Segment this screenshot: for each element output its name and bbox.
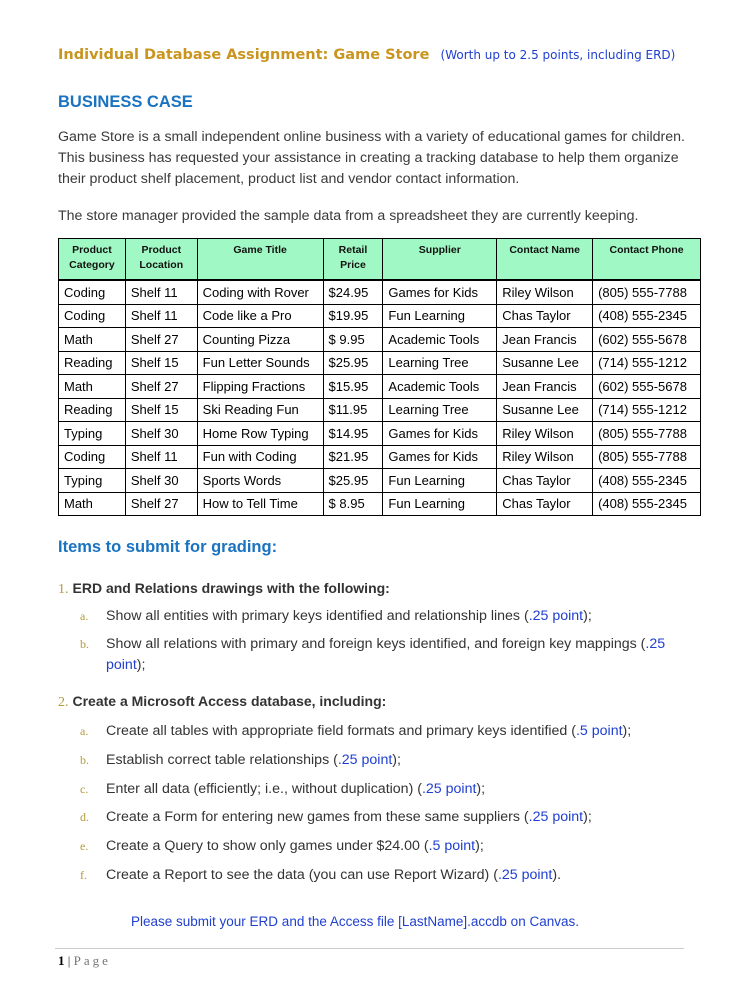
table-row — [59, 398, 701, 422]
table-cell: $25.95 — [323, 469, 383, 493]
list-item — [80, 779, 690, 800]
section-2-heading — [58, 693, 386, 711]
table-cell: Chas Taylor — [497, 492, 593, 516]
table-row — [59, 280, 701, 304]
table-cell: Coding — [59, 445, 126, 469]
list-item — [80, 750, 690, 771]
sample-data-intro: The store manager provided the sample data from a spreadsheet they are currently keeping. — [58, 208, 639, 224]
sample-data-table — [58, 238, 701, 516]
column-header: Product Location — [125, 239, 197, 281]
table-cell: Math — [59, 328, 126, 352]
table-cell: (805) 555-7788 — [593, 280, 701, 304]
section-title: ERD and Relations drawings with the following: — [72, 580, 390, 596]
item-text — [106, 750, 690, 771]
item-description: Establish correct table relationships ( — [106, 752, 338, 768]
table-cell: (408) 555-2345 — [593, 492, 701, 516]
business-case-paragraph: Game Store is a small independent online business with a variety of educational games for children. This business has requested your assistance in creating a tracking database to help them organize their product shelf placement, product list and vendor contact information. — [58, 129, 685, 187]
item-suffix: ); — [392, 752, 401, 768]
item-letter: a. — [80, 724, 89, 738]
table-cell: Reading — [59, 351, 126, 375]
table-cell: Learning Tree — [383, 398, 497, 422]
item-letter: c. — [80, 782, 89, 796]
page-label: Page — [73, 953, 111, 968]
table-cell: Flipping Fractions — [197, 375, 323, 399]
section-number: 2. — [58, 695, 69, 710]
item-suffix: ); — [583, 809, 592, 825]
table-cell: (805) 555-7788 — [593, 445, 701, 469]
table-cell: Coding — [59, 280, 126, 304]
item-suffix: ); — [136, 657, 146, 673]
table-cell: Fun Learning — [383, 469, 497, 493]
table-row — [59, 328, 701, 352]
item-text — [106, 721, 690, 742]
table-cell: Riley Wilson — [497, 280, 593, 304]
column-header: Retail Price — [323, 239, 383, 281]
table-row — [59, 445, 701, 469]
list-item — [80, 865, 690, 886]
table-cell: Jean Francis — [497, 328, 593, 352]
table-row — [59, 304, 701, 328]
table-cell: Typing — [59, 469, 126, 493]
column-header: Supplier — [383, 239, 497, 281]
table-cell: Fun Learning — [383, 304, 497, 328]
item-letter: f. — [80, 868, 87, 882]
column-header: Contact Name — [497, 239, 593, 281]
list-item — [80, 634, 690, 676]
table-cell: Learning Tree — [383, 351, 497, 375]
table-cell: Shelf 11 — [125, 280, 197, 304]
table-cell: Home Row Typing — [197, 422, 323, 446]
table-cell: Math — [59, 492, 126, 516]
table-cell: Riley Wilson — [497, 422, 593, 446]
section-1-heading — [58, 580, 390, 598]
table-row — [59, 351, 701, 375]
table-cell: Academic Tools — [383, 375, 497, 399]
item-text — [106, 807, 690, 828]
title-subtitle: (Worth up to 2.5 points, including ERD) — [440, 48, 676, 62]
table-cell: $ 9.95 — [323, 328, 383, 352]
table-cell: $21.95 — [323, 445, 383, 469]
item-points: .5 point — [428, 838, 476, 854]
page-separator: | — [67, 953, 71, 968]
item-points: .25 point — [528, 809, 584, 825]
list-item — [80, 721, 690, 742]
item-points: .25 point — [497, 867, 553, 883]
list-item — [80, 606, 690, 627]
table-cell: Susanne Lee — [497, 398, 593, 422]
table-cell: Sports Words — [197, 469, 323, 493]
item-points: .25 point — [421, 781, 477, 797]
table-cell: How to Tell Time — [197, 492, 323, 516]
item-letter: b. — [80, 753, 89, 767]
item-description: Show all relations with primary and foreign keys identified, and foreign key mappings ( — [106, 636, 646, 652]
item-description: Create a Form for entering new games from these same suppliers ( — [106, 809, 529, 825]
table-cell: Riley Wilson — [497, 445, 593, 469]
item-description: Enter all data (efficiently; i.e., without duplication) ( — [106, 781, 422, 797]
item-description: Create a Query to show only games under $24.00 ( — [106, 838, 429, 854]
table-cell: $ 8.95 — [323, 492, 383, 516]
item-suffix: ); — [475, 838, 484, 854]
table-cell: $15.95 — [323, 375, 383, 399]
table-cell: $19.95 — [323, 304, 383, 328]
table-cell: Games for Kids — [383, 445, 497, 469]
table-cell: $11.95 — [323, 398, 383, 422]
table-cell: (805) 555-7788 — [593, 422, 701, 446]
table-cell: $24.95 — [323, 280, 383, 304]
item-letter: a. — [80, 609, 89, 623]
item-letter: d. — [80, 810, 89, 824]
table-cell: (714) 555-1212 — [593, 351, 701, 375]
item-suffix: ); — [476, 781, 486, 797]
business-case-heading: BUSINESS CASE — [58, 93, 193, 111]
table-cell: Shelf 27 — [125, 328, 197, 352]
table-cell: Shelf 11 — [125, 445, 197, 469]
table-cell: Reading — [59, 398, 126, 422]
list-item — [80, 836, 690, 857]
table-cell: Math — [59, 375, 126, 399]
item-text — [106, 865, 690, 886]
item-points: .5 point — [575, 723, 623, 739]
table-cell: Shelf 30 — [125, 422, 197, 446]
item-description: Create all tables with appropriate field formats and primary keys identified ( — [106, 723, 576, 739]
footer-divider — [55, 948, 684, 949]
table-cell: Games for Kids — [383, 422, 497, 446]
item-letter: b. — [80, 637, 89, 651]
table-cell: Academic Tools — [383, 328, 497, 352]
item-description: Create a Report to see the data (you can use Report Wizard) ( — [106, 867, 498, 883]
item-text — [106, 779, 690, 800]
table-cell: Chas Taylor — [497, 469, 593, 493]
section-title: Create a Microsoft Access database, including: — [72, 693, 387, 709]
items-heading: Items to submit for grading: — [58, 538, 278, 556]
table-cell: Shelf 15 — [125, 398, 197, 422]
table-cell: Ski Reading Fun — [197, 398, 323, 422]
item-points: .25 point — [337, 752, 393, 768]
table-row — [59, 469, 701, 493]
table-cell: Chas Taylor — [497, 304, 593, 328]
table-cell: $25.95 — [323, 351, 383, 375]
table-cell: Coding with Rover — [197, 280, 323, 304]
page-footer — [58, 953, 111, 969]
table-cell: Fun Letter Sounds — [197, 351, 323, 375]
table-cell: Shelf 30 — [125, 469, 197, 493]
column-header: Product Category — [59, 239, 126, 281]
item-points: .25 point — [106, 636, 666, 673]
column-header: Contact Phone — [593, 239, 701, 281]
table-cell: Shelf 27 — [125, 492, 197, 516]
table-cell: (714) 555-1212 — [593, 398, 701, 422]
table-cell: Jean Francis — [497, 375, 593, 399]
item-suffix: ); — [622, 723, 632, 739]
item-text — [106, 606, 690, 627]
item-letter: e. — [80, 839, 89, 853]
column-header: Game Title — [197, 239, 323, 281]
table-cell: Susanne Lee — [497, 351, 593, 375]
page-number: 1 — [58, 953, 65, 968]
item-text — [106, 836, 690, 857]
submit-note: Please submit your ERD and the Access file [LastName].accdb on Canvas. — [131, 914, 579, 929]
table-cell: Fun Learning — [383, 492, 497, 516]
item-suffix: ). — [552, 867, 562, 883]
table-cell: Fun with Coding — [197, 445, 323, 469]
title-text: Individual Database Assignment: Game Store — [58, 47, 430, 63]
table-cell: (408) 555-2345 — [593, 469, 701, 493]
table-cell: Counting Pizza — [197, 328, 323, 352]
table-row — [59, 422, 701, 446]
table-cell: Games for Kids — [383, 280, 497, 304]
document-title — [58, 44, 675, 63]
table-cell: (408) 555-2345 — [593, 304, 701, 328]
table-cell: $14.95 — [323, 422, 383, 446]
section-number: 1. — [58, 582, 69, 597]
table-cell: Coding — [59, 304, 126, 328]
table-cell: Code like a Pro — [197, 304, 323, 328]
item-points: .25 point — [528, 608, 584, 624]
list-item — [80, 807, 690, 828]
table-row — [59, 375, 701, 399]
table-cell: Typing — [59, 422, 126, 446]
table-cell: Shelf 27 — [125, 375, 197, 399]
table-cell: (602) 555-5678 — [593, 375, 701, 399]
item-text — [106, 634, 690, 676]
table-cell: (602) 555-5678 — [593, 328, 701, 352]
item-suffix: ); — [583, 608, 592, 624]
table-row — [59, 492, 701, 516]
item-description: Show all entities with primary keys identified and relationship lines ( — [106, 608, 529, 624]
table-cell: Shelf 11 — [125, 304, 197, 328]
table-cell: Shelf 15 — [125, 351, 197, 375]
